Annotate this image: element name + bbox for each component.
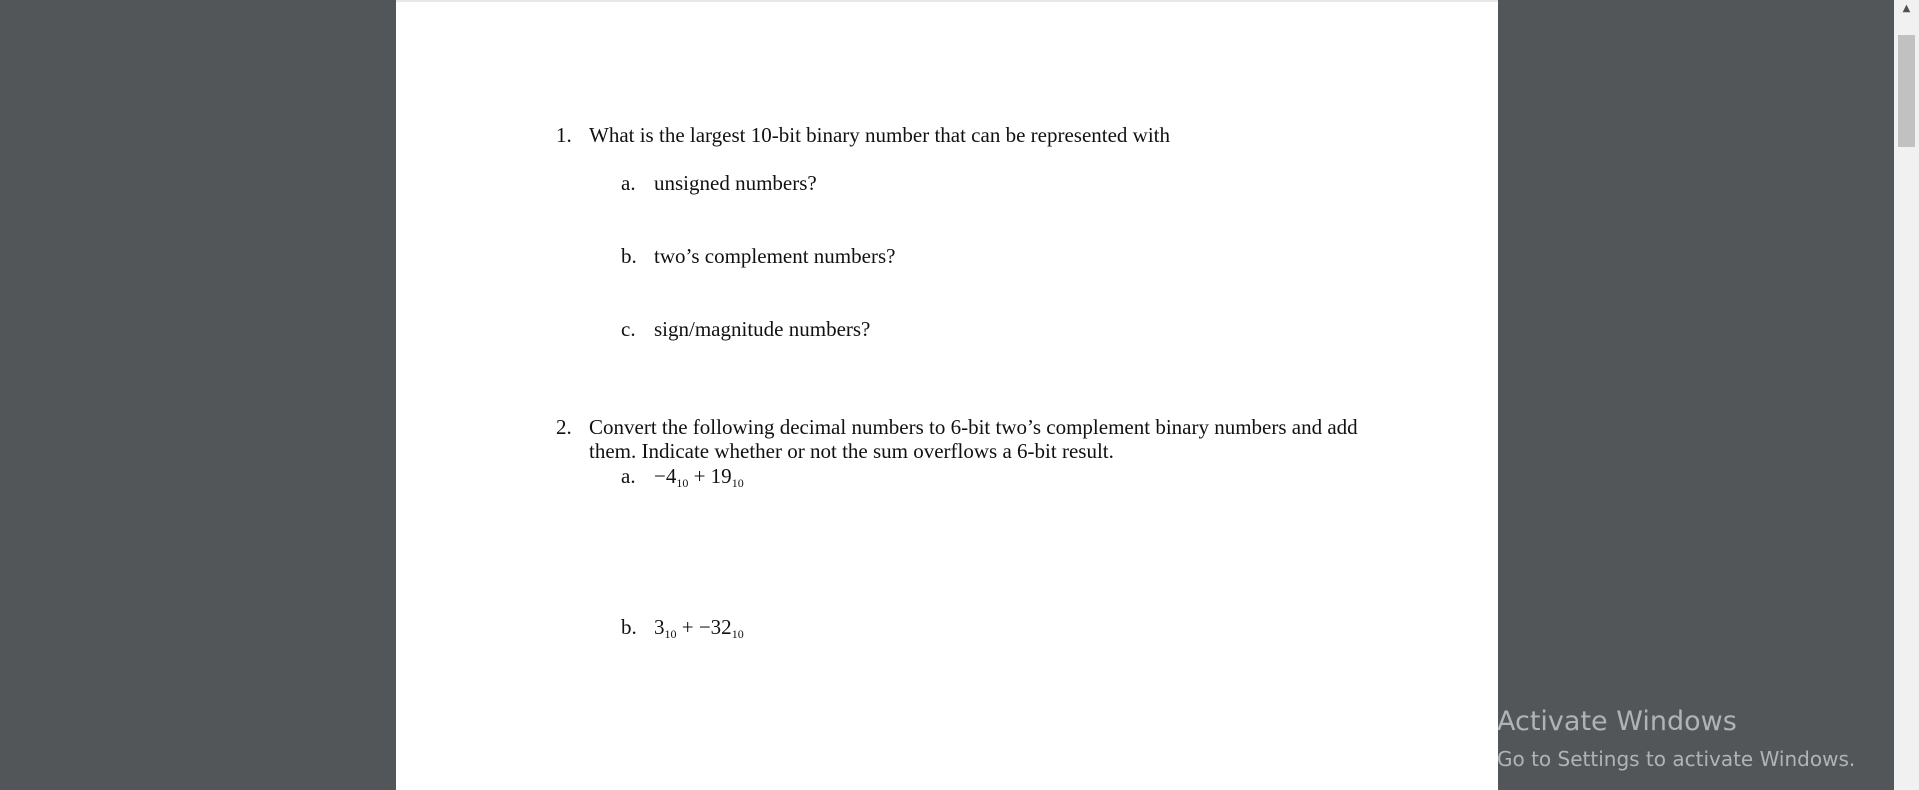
- scrollbar-thumb[interactable]: [1898, 35, 1915, 147]
- scroll-up-arrow-icon[interactable]: ▲: [1902, 3, 1911, 14]
- q2a-sub1: 10: [676, 476, 689, 490]
- q2a-sub2: 10: [731, 476, 744, 490]
- q2-text-line1: Convert the following decimal numbers to 6-bit two’s complement binary numbers and add: [589, 415, 1358, 439]
- q1-number: 1.: [556, 123, 572, 147]
- activate-windows-title: Activate Windows: [1497, 706, 1737, 737]
- q2a-expression: [654, 464, 744, 491]
- q2a-num2: + 19: [693, 464, 732, 488]
- q2a-label: a.: [621, 464, 636, 488]
- q1c-label: c.: [621, 317, 636, 341]
- q2-text-line2: them. Indicate whether or not the sum overflows a 6-bit result.: [589, 439, 1114, 463]
- q1b-text: two’s complement numbers?: [654, 244, 896, 268]
- q2b-expression: [654, 615, 744, 642]
- document-page: [396, 0, 1498, 790]
- q1a-label: a.: [621, 171, 636, 195]
- q2a-num1: −4: [654, 464, 677, 488]
- q2b-label: b.: [621, 615, 637, 639]
- q1a-text: unsigned numbers?: [654, 171, 817, 195]
- q2b-sub1: 10: [664, 627, 677, 641]
- q1-text: What is the largest 10-bit binary number that can be represented with: [589, 123, 1171, 147]
- q2b-num1: 3: [654, 615, 665, 639]
- q2b-num2: + −32: [681, 615, 732, 639]
- q1b-label: b.: [621, 244, 637, 268]
- vertical-scrollbar[interactable]: [1894, 0, 1919, 790]
- q2b-sub2: 10: [731, 627, 744, 641]
- q2-number: 2.: [556, 415, 572, 439]
- activate-windows-subtitle: Go to Settings to activate Windows.: [1497, 747, 1856, 771]
- q1c-text: sign/magnitude numbers?: [654, 317, 871, 341]
